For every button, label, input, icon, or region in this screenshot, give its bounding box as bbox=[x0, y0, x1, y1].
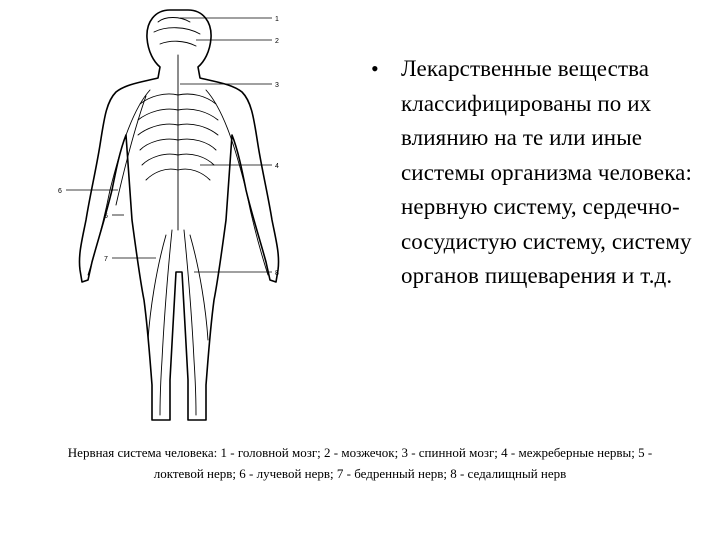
figure-caption: Нервная система человека: 1 - головной мозг; 2 - мозжечок; 3 - спинной мозг; 4 - межреберные нервы; 5 - локтевой нерв; 6 - лучевой нерв; 7 - бедренный нерв; 8 - седалищный нерв bbox=[67, 445, 653, 481]
figure-label: 3 bbox=[275, 82, 279, 89]
brain-lines bbox=[154, 18, 200, 47]
figure-label: 6 bbox=[58, 188, 62, 195]
figure-label: 2 bbox=[275, 38, 279, 45]
figure-label: 8 bbox=[275, 270, 279, 277]
bullet-text: Лекарственные вещества классифицированы по их влиянию на те или иные системы организма человека: нервную систему, сердечно-сосудистую систему, систему органов пищеварения и т.д. bbox=[401, 56, 692, 288]
figure-label: 7 bbox=[104, 256, 108, 263]
figure-label: 4 bbox=[275, 163, 279, 170]
nervous-system-illustration bbox=[0, 0, 360, 440]
figure-label: 1 bbox=[275, 16, 279, 23]
bullet-point bbox=[371, 52, 706, 294]
body-outline bbox=[79, 10, 278, 420]
bullet-dot: • bbox=[371, 56, 379, 81]
leg-nerves bbox=[148, 230, 208, 415]
figure-label: 5 bbox=[104, 213, 108, 220]
